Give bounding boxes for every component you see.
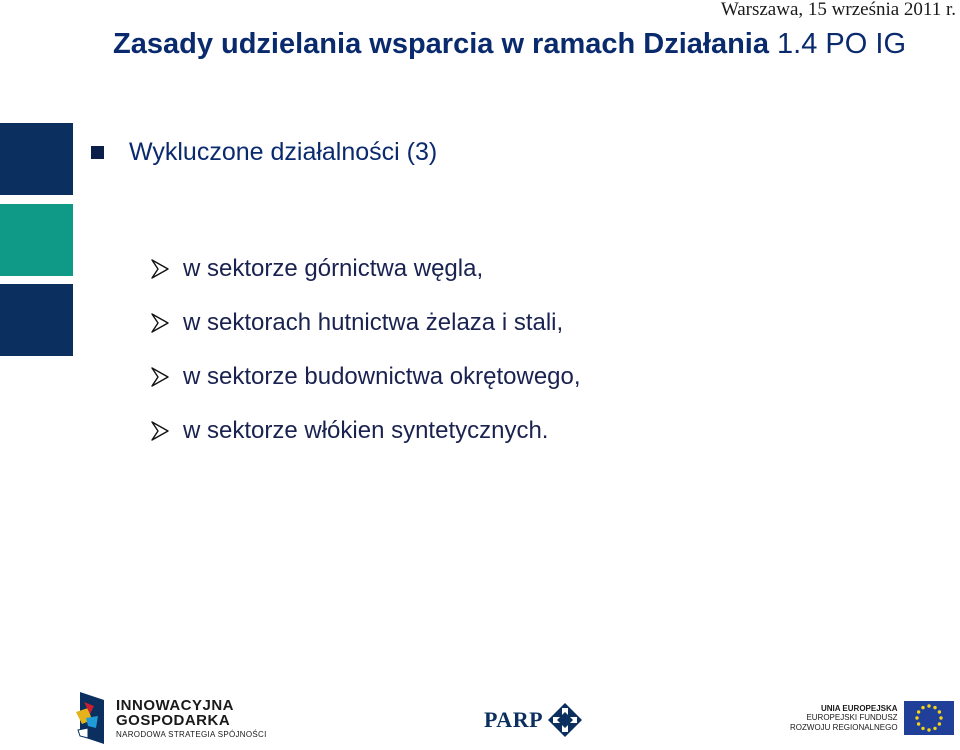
- ig-line3: NARODOWA STRATEGIA SPÓJNOŚCI: [116, 729, 267, 739]
- parp-emblem-icon: [547, 702, 583, 738]
- list-item: [151, 242, 581, 296]
- slide-title-bold: Zasady udzielania wsparcia w ramach Działania: [113, 28, 769, 60]
- parp-logo: [484, 702, 583, 738]
- decor-block-navy-top: [0, 123, 73, 195]
- ig-line1: INNOWACYJNA: [116, 696, 235, 714]
- decor-block-navy-bottom: [0, 284, 73, 356]
- arrow-bullet-icon: [151, 421, 169, 441]
- eu-line3: ROZWOJU REGIONALNEGO: [790, 722, 898, 732]
- section-heading-row: [91, 138, 437, 167]
- arrow-bullet-icon: [151, 367, 169, 387]
- section-heading: Wykluczone działalności (3): [129, 138, 438, 166]
- ig-emblem-icon: [74, 690, 106, 746]
- list-item-text: w sektorach hutnictwa żelaza i stali,: [183, 309, 564, 336]
- eu-line1: UNIA EUROPEJSKA: [820, 704, 898, 714]
- innowacyjna-gospodarka-logo: [74, 690, 267, 746]
- list-item: [151, 350, 581, 404]
- excluded-activities-list: [151, 242, 581, 458]
- list-item-text: w sektorze budownictwa okrętowego,: [183, 363, 581, 390]
- eu-line2: EUROPEJSKI FUNDUSZ: [806, 713, 898, 723]
- decor-block-teal: [0, 204, 73, 276]
- parp-wordmark: PARP: [484, 707, 544, 732]
- slide-title: [113, 28, 906, 61]
- arrow-bullet-icon: [151, 259, 169, 279]
- slide-title-normal: 1.4 PO IG: [769, 28, 906, 60]
- ig-line2: GOSPODARKA: [116, 711, 231, 729]
- square-bullet-icon: [91, 146, 104, 159]
- list-item: [151, 296, 581, 350]
- eu-flag-icon: [904, 701, 954, 735]
- list-item-text: w sektorze włókien syntetycznych.: [183, 417, 549, 444]
- list-item-text: w sektorze górnictwa węgla,: [183, 255, 484, 282]
- eu-logo: [790, 701, 954, 735]
- arrow-bullet-icon: [151, 313, 169, 333]
- slide-date: Warszawa, 15 września 2011 r.: [720, 0, 956, 20]
- list-item: [151, 404, 581, 458]
